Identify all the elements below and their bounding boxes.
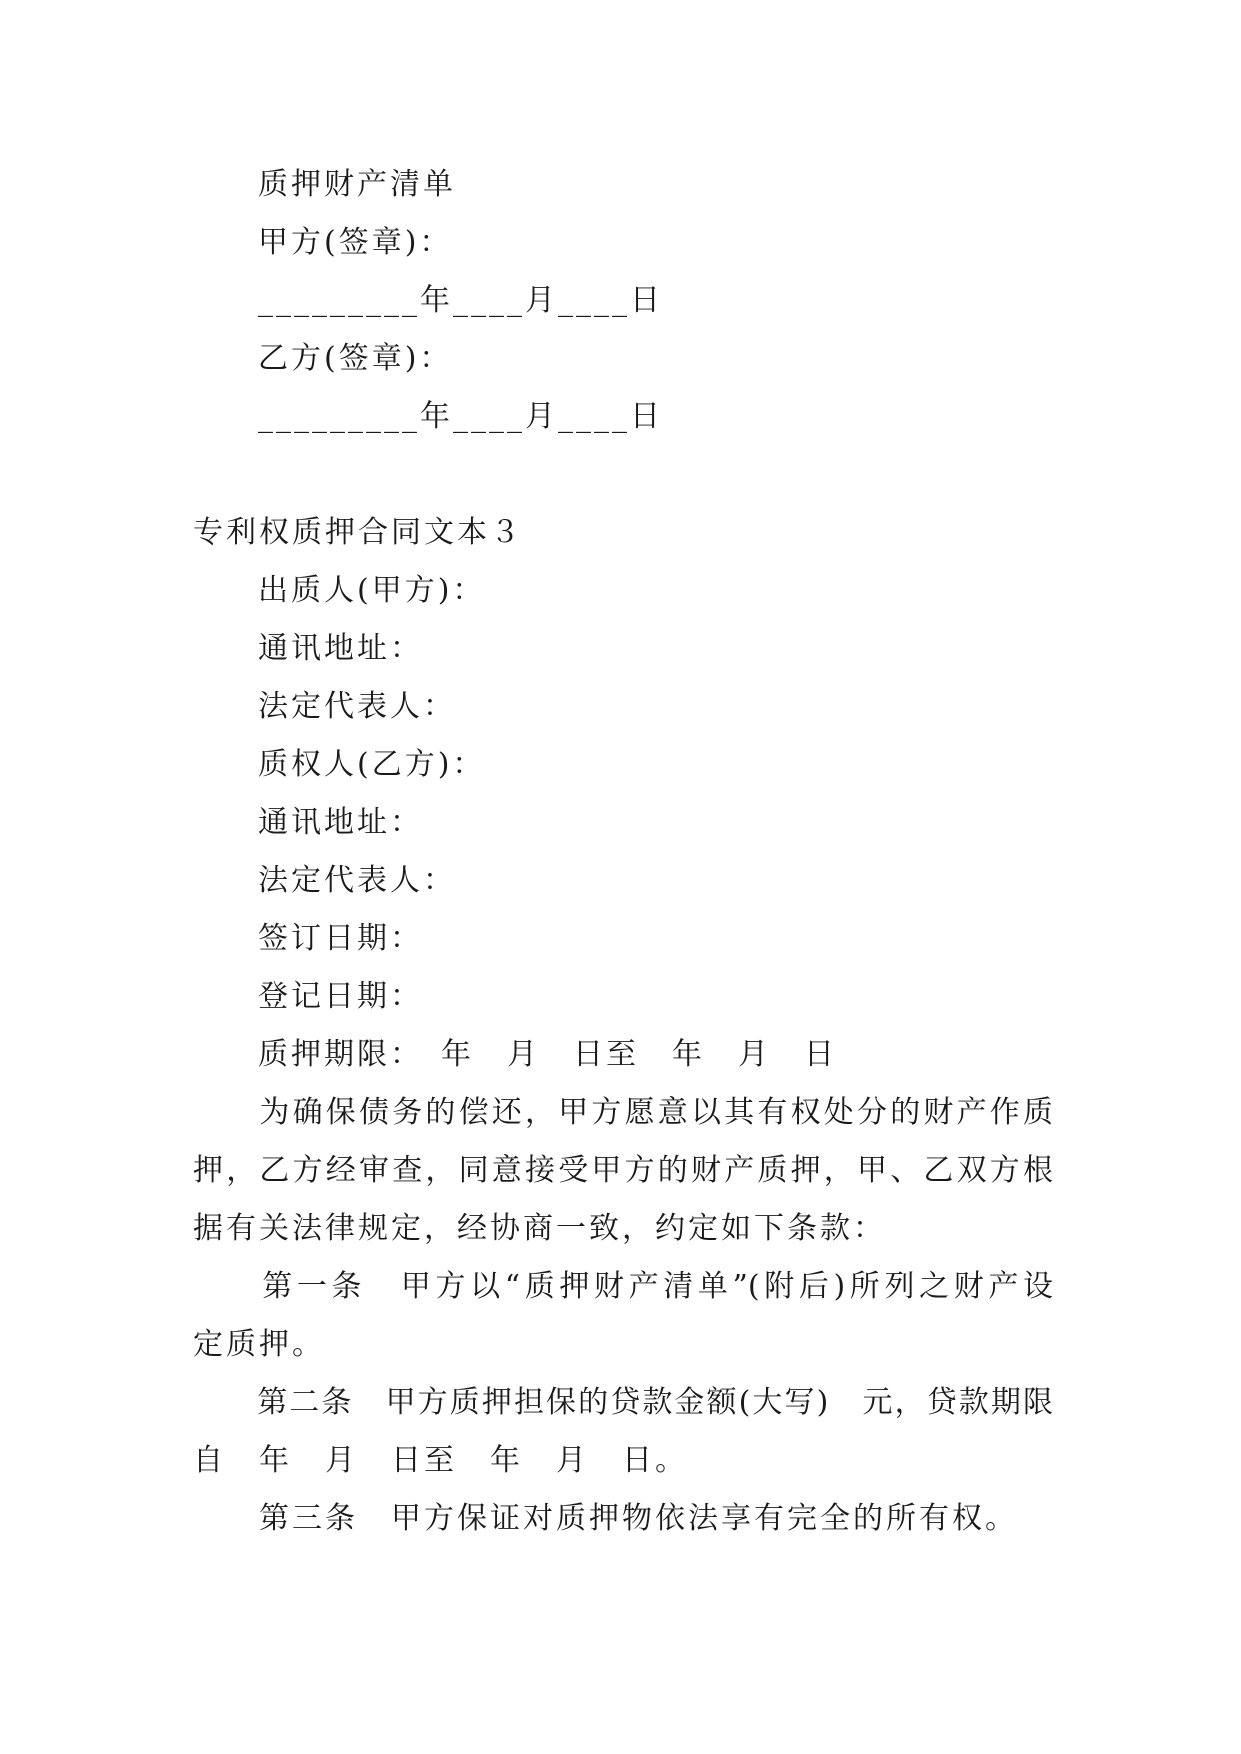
article-2-line: 第二条 甲方质押担保的贷款金额(大写) 元，贷款期限 xyxy=(193,1385,1053,1420)
field-address-b: 通讯地址： xyxy=(258,805,423,840)
party-b-signature: 乙方(签章)： xyxy=(258,341,453,376)
party-a-date: _________年____月____日 xyxy=(258,283,663,318)
list-title: 质押财产清单 xyxy=(258,167,456,202)
article-3-line: 第三条 甲方保证对质押物依法享有完全的所有权。 xyxy=(193,1501,1018,1536)
field-register-date: 登记日期： xyxy=(258,979,423,1014)
intro-paragraph-line: 据有关法律规定，经协商一致，约定如下条款： xyxy=(193,1211,886,1246)
article-1-line: 第一条 甲方以“质押财产清单”(附后)所列之财产设 xyxy=(193,1269,1053,1304)
field-pledgor: 出质人(甲方)： xyxy=(258,573,486,608)
section-title: 专利权质押合同文本３ xyxy=(193,515,523,550)
article-2-line: 自 年 月 日至 年 月 日。 xyxy=(193,1443,688,1478)
field-legal-rep-a: 法定代表人： xyxy=(258,689,456,724)
field-legal-rep-b: 法定代表人： xyxy=(258,863,456,898)
intro-paragraph-line: 为确保债务的偿还，甲方愿意以其有权处分的财产作质 xyxy=(193,1095,1053,1130)
party-b-date: _________年____月____日 xyxy=(258,399,663,434)
intro-paragraph-line: 押，乙方经审查，同意接受甲方的财产质押，甲、乙双方根 xyxy=(193,1153,1053,1188)
field-pledge-term: 质押期限： 年 月 日至 年 月 日 xyxy=(258,1037,837,1072)
party-a-signature: 甲方(签章)： xyxy=(258,225,453,260)
field-pledgee: 质权人(乙方)： xyxy=(258,747,486,782)
article-1-line: 定质押。 xyxy=(193,1327,325,1362)
field-address-a: 通讯地址： xyxy=(258,631,423,666)
field-sign-date: 签订日期： xyxy=(258,921,423,956)
